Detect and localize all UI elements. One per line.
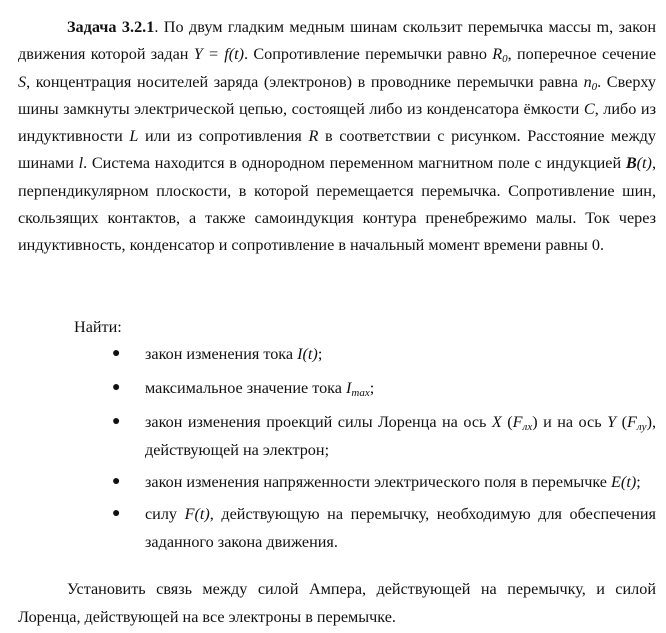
list-item: ● силу F(t), действующую на перемычку, необходимую для обеспечения заданного закона движения. xyxy=(108,500,656,556)
bullet-icon: ● xyxy=(112,346,121,361)
bullet-icon: ● xyxy=(112,380,121,395)
resistance-symbol: $R_0$ xyxy=(492,45,508,66)
problem-label: Задача 3.2.1 xyxy=(67,18,155,36)
list-item: ● максимальное значение тока $I_{max}$; xyxy=(108,374,656,402)
list-item: ● закон изменения напряженности электрического поля в перемычке E(t); xyxy=(108,468,656,496)
list-item: ● закон изменения тока I(t); xyxy=(108,340,656,368)
bullet-icon: ● xyxy=(112,474,121,489)
list-item: ● закон изменения проекций силы Лоренца на ось X $(F_{лx})$ и на ось Y $(F_{лy})$, действующей на электрон; xyxy=(108,408,656,464)
task-list xyxy=(108,340,656,556)
inductance-symbol: L xyxy=(129,127,139,146)
find-heading: Найти: xyxy=(74,318,122,336)
bullet-icon: ● xyxy=(112,414,121,429)
distance-symbol: l xyxy=(78,154,84,173)
conclusion-paragraph: Установить связь между силой Ампера, действующей на перемычку, и силой Лоренца, действующей на все электроны в перемычке. xyxy=(18,580,656,626)
induction-symbol: B xyxy=(625,154,637,173)
resistor-symbol: R xyxy=(308,127,319,146)
problem-statement: Задача 3.2.1. По двум гладким медным шинам скользит перемычка массы m, закон движения которой задан Y = f(t). Сопротивление перемычки равно $R_0$, поперечное сечение S, концентрация носителей заряда (электронов) в проводнике перемычки равна $n_0$. Сверху шины замкнуты электрической цепью, состоящей либо из конденсатора ёмкости C, либо из индуктивности L или из сопротивления R в соответствии с рисунком. Расстояние между шинами l. Система находится в однородном переменном магнитном поле с индукцией B(t), перпендикулярном плоскости, в которой перемещается перемычка. Сопротивление шин, скользящих контактов, а также самоиндукция контура пренебрежимо малы. Ток через индуктивность, конденсатор и сопротивление в начальный момент времени равны 0. xyxy=(18,18,657,255)
cross-section-symbol: S xyxy=(18,72,27,91)
bullet-icon: ● xyxy=(112,506,121,521)
concentration-symbol: $n_0$ xyxy=(583,72,598,93)
capacitance-symbol: C xyxy=(583,99,595,118)
motion-law: Y = f(t) xyxy=(193,45,244,64)
